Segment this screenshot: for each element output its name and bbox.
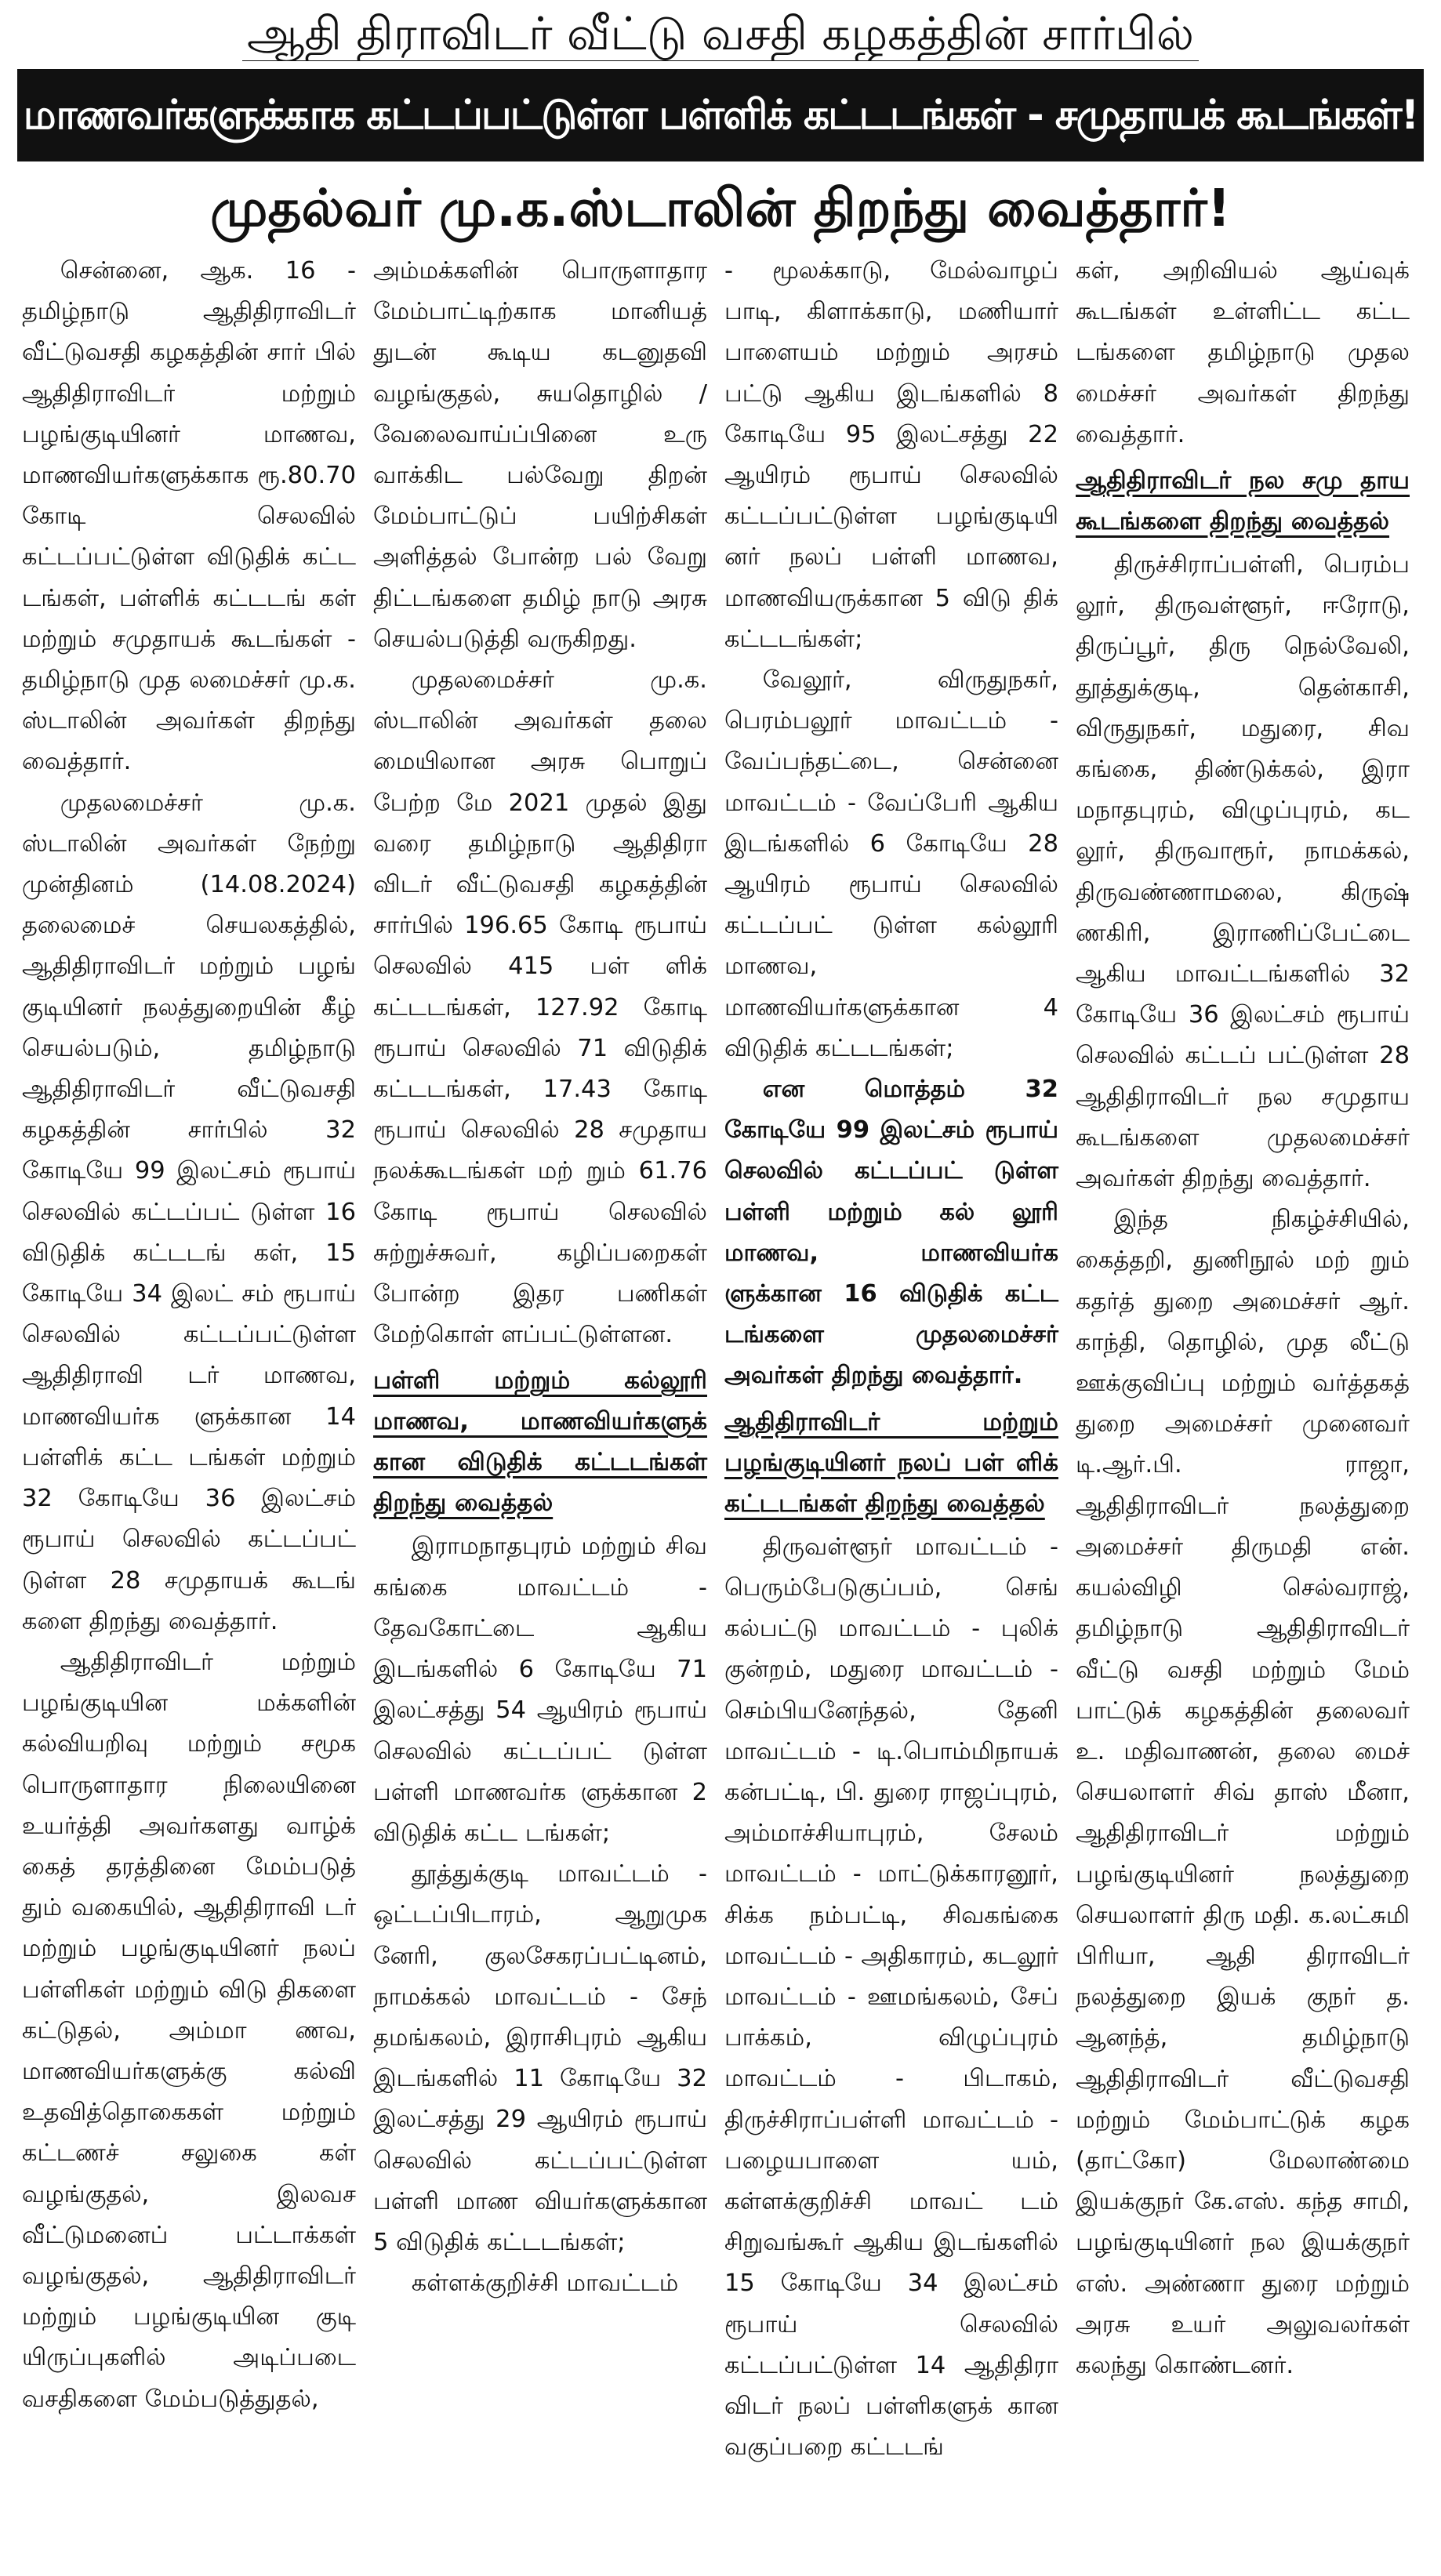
article-column-4 (1071, 251, 1422, 2563)
article-paragraph: இந்த நிகழ்ச்சியில், கைத்தறி, துணிநூல் மற் றும் கதர்த் துறை அமைச்சர் ஆர். காந்தி, தொழில், முத லீட்டு ஊக்குவிப்பு மற்றும் வர்த்தகத் துறை அமைச்சர் முனைவர் டி.ஆர்.பி. ராஜா, ஆதிதிராவிடர் நலத்துறை அமைச்சர் திருமதி என். கயல்விழி செல்வராஜ், தமிழ்நாடு ஆதிதிராவிடர் வீட்டு வசதி மற்றும் மேம் பாட்டுக் கழகத்தின் தலைவர் உ. மதிவாணன், தலை மைச் செயலாளர் சிவ் தாஸ் மீனா, ஆதிதிராவிடர் மற்றும் பழங்குடியினர் நலத்துறை செயலாளர் திரு மதி. க.லட்சுமி பிரியா, ஆதி திராவிடர் நலத்துறை இயக் குநர் த. ஆனந்த், தமிழ்நாடு ஆதிதிராவிடர் வீட்டுவசதி மற்றும் மேம்பாட்டுக் கழக (தாட்கோ) மேலாண்மை இயக்குநர் கே.எஸ். கந்த சாமி, பழங்குடியினர் நல இயக்குநர் எஸ். அண்ணா துரை மற்றும் அரசு உயர் அலுவலர்கள் கலந்து கொண்டனர். (1076, 1206, 1410, 2379)
article-paragraph: முதலமைச்சர் மு.க. ஸ்டாலின் அவர்கள் நேற்று முன்தினம் (14.08.2024) தலைமைச் செயலகத்தில், ஆதிதிராவிடர் மற்றும் பழங் குடியினர் நலத்துறையின் கீழ் செயல்படும், தமிழ்நாடு ஆதிதிராவிடர் வீட்டுவசதி கழகத்தின் சார்பில் 32 கோடியே 99 இலட்சம் ரூபாய் செலவில் கட்டப்பட் டுள்ள 16 விடுதிக் கட்டடங் கள், 15 கோடியே 34 இலட் சம் ரூபாய் செலவில் கட்டப்பட்டுள்ள ஆதிதிராவி டர் மாணவ, மாணவியர்க ளுக்கான 14 பள்ளிக் கட்ட டங்கள் மற்றும் 32 கோடியே 36 இலட்சம் ரூபாய் செலவில் கட்டப்பட் டுள்ள 28 சமுதாயக் கூடங் களை திறந்து வைத்தார். (22, 789, 356, 1635)
article-paragraph: - மூலக்காடு, மேல்வாழப் பாடி, கிளாக்காடு, மணியார் பாளையம் மற்றும் அரசம் பட்டு ஆகிய இடங்களில் 8 கோடியே 95 இலட்சத்து 22 ஆயிரம் ரூபாய் செலவில் கட்டப்பட்டுள்ள பழங்குடியி னர் நலப் பள்ளி மாணவ, மாணவியருக்கான 5 விடு திக் கட்டடங்கள்; (724, 257, 1058, 653)
article-column-3 (720, 251, 1071, 2563)
article-paragraph: கள்ளக்குறிச்சி மாவட்டம் (411, 2269, 679, 2298)
article-column-1 (17, 251, 368, 2563)
section-heading: பள்ளி மற்றும் கல்லூரி மாணவ, மாணவியர்களுக் கான விடுதிக் கட்டடங்கள் திறந்து வைத்தல் (373, 1366, 707, 1518)
article-paragraph: கள், அறிவியல் ஆய்வுக் கூடங்கள் உள்ளிட்ட கட்ட டங்களை தமிழ்நாடு முதல மைச்சர் அவர்கள் திறந்து வைத்தார். (1076, 257, 1410, 448)
article-column-2 (368, 251, 720, 2563)
kicker-text: ஆதி திராவிடர் வீட்டு வசதி கழகத்தின் சார்பில் (242, 7, 1199, 61)
headline-banner: மாணவர்களுக்காக கட்டப்பட்டுள்ள பள்ளிக் கட்டடங்கள் - சமுதாயக் கூடங்கள்! (17, 69, 1424, 161)
article-paragraph: வேலூர், விருதுநகர், பெரம்பலூர் மாவட்டம் - வேப்பந்தட்டை, சென்னை மாவட்டம் - வேப்பேரி ஆகிய இடங்களில் 6 கோடியே 28 ஆயிரம் ரூபாய் செலவில் கட்டப்பட் டுள்ள கல்லூரி மாணவ, மாணவியர்களுக்கான 4 விடுதிக் கட்டடங்கள்; (724, 666, 1058, 1062)
article-paragraph: ஆதிதிராவிடர் மற்றும் பழங்குடியின மக்களின் கல்வியறிவு மற்றும் சமூக பொருளாதார நிலையினை உயர்த்தி அவர்களது வாழ்க் கைத் தரத்தினை மேம்படுத் தும் வகையில், ஆதிதிராவி டர் மற்றும் பழங்குடியினர் நலப் பள்ளிகள் மற்றும் விடு திகளை கட்டுதல், அம்மா ணவ, மாணவியர்களுக்கு கல்வி உதவித்தொகைகள் மற்றும் கட்டணச் சலுகை கள் வழங்குதல், இலவச வீட்டுமனைப் பட்டாக்கள் வழங்குதல், ஆதிதிராவிடர் மற்றும் பழங்குடியின குடி யிருப்புகளில் அடிப்படை வசதிகளை மேம்படுத்துதல், (22, 1648, 356, 2413)
section-heading: ஆதிதிராவிடர் நல சமு தாய கூடங்களை திறந்து வைத்தல் (1076, 466, 1410, 536)
article-paragraph: திருவள்ளூர் மாவட்டம் - பெரும்பேடுகுப்பம், செங் கல்பட்டு மாவட்டம் - புலிக் குன்றம், மதுரை மாவட்டம் - செம்பியனேந்தல், தேனி மாவட்டம் - டி.பொம்மிநாயக் கன்பட்டி, பி. துரை ராஜப்புரம், அம்மாச்சியாபுரம், சேலம் மாவட்டம் - மாட்டுக்காரனூர், சிக்க நம்பட்டி, சிவகங்கை மாவட்டம் - அதிகாரம், கடலூர் மாவட்டம் - ஊமங்கலம், சேப் பாக்கம், விழுப்புரம் மாவட்டம் - பிடாகம், திருச்சிராப்பள்ளி மாவட்டம் - பழையபாளை யம், கள்ளக்குறிச்சி மாவட் டம் சிறுவங்கூர் ஆகிய இடங்களில் 15 கோடியே 34 இலட்சம் ரூபாய் செலவில் கட்டப்பட்டுள்ள 14 ஆதிதிரா விடர் நலப் பள்ளிகளுக் கான வகுப்பறை கட்டடங் (724, 1533, 1058, 2462)
article-paragraph: இராமநாதபுரம் மற்றும் சிவ கங்கை மாவட்டம் - தேவகோட்டை ஆகிய இடங்களில் 6 கோடியே 71 இலட்சத்து 54 ஆயிரம் ரூபாய் செலவில் கட்டப்பட் டுள்ள பள்ளி மாணவர்க ளுக்கான 2 விடுதிக் கட்ட டங்கள்; (373, 1533, 707, 1847)
article-paragraph: முதலமைச்சர் மு.க. ஸ்டாலின் அவர்கள் தலை மையிலான அரசு பொறுப் பேற்ற மே 2021 முதல் இது வரை தமிழ்நாடு ஆதிதிரா விடர் வீட்டுவசதி கழகத்தின் சார்பில் 196.65 கோடி ரூபாய் செலவில் 415 பள் ளிக் கட்டடங்கள், 127.92 கோடி ரூபாய் செலவில் 71 விடுதிக் கட்டடங்கள், 17.43 கோடி ரூபாய் செலவில் 28 சமுதாய நலக்கூடங்கள் மற் றும் 61.76 கோடி ரூபாய் செலவில் சுற்றுச்சுவர், கழிப்பறைகள் போன்ற இதர பணிகள் மேற்கொள் ளப்பட்டுள்ளன. (373, 666, 707, 1349)
section-heading: ஆதிதிராவிடர் மற்றும் பழங்குடியினர் நலப் பள் ளிக் கட்டடங்கள் திறந்து வைத்தல் (724, 1407, 1058, 1518)
subheadline: முதல்வர் மு.க.ஸ்டாலின் திறந்து வைத்தார்! (210, 178, 1231, 238)
article-paragraph: தூத்துக்குடி மாவட்டம் - ஒட்டப்பிடாரம், ஆறுமுக னேரி, குலசேகரப்பட்டினம், நாமக்கல் மாவட்டம் - சேந் தமங்கலம், இராசிபுரம் ஆகிய இடங்களில் 11 கோடியே 32 இலட்சத்து 29 ஆயிரம் ரூபாய் செலவில் கட்டப்பட்டுள்ள பள்ளி மாண வியர்களுக்கான 5 விடுதிக் கட்டடங்கள்; (373, 1860, 707, 2256)
article-paragraph: அம்மக்களின் பொருளாதார மேம்பாட்டிற்காக மானியத் துடன் கூடிய கடனுதவி வழங்குதல், சுயதொழில் / வேலைவாய்ப்பினை உரு வாக்கிட பல்வேறு திறன் மேம்பாட்டுப் பயிற்சிகள் அளித்தல் போன்ற பல் வேறு திட்டங்களை தமிழ் நாடு அரசு செயல்படுத்தி வருகிறது. (373, 257, 707, 653)
article-paragraph: திருச்சிராப்பள்ளி, பெரம்ப லூர், திருவள்ளூர், ஈரோடு, திருப்பூர், திரு நெல்வேலி, தூத்துக்குடி, தென்காசி, விருதுநகர், மதுரை, சிவ கங்கை, திண்டுக்கல், இரா மநாதபுரம், விழுப்புரம், கட லூர், திருவாரூர், நாமக்கல், திருவண்ணாமலை, கிருஷ் ணகிரி, இராணிப்பேட்டை ஆகிய மாவட்டங்களில் 32 கோடியே 36 இலட்சம் ரூபாய் செலவில் கட்டப் பட்டுள்ள 28 ஆதிதிராவிடர் நல சமுதாய கூடங்களை முதலமைச்சர் அவர்கள் திறந்து வைத்தார். (1076, 551, 1410, 1193)
bold-paragraph: என மொத்தம் 32 கோடியே 99 இலட்சம் ரூபாய் செலவில் கட்டப்பட் டுள்ள பள்ளி மற்றும் கல் லூரி மாணவ, மாணவியர்க ளுக்கான 16 விடுதிக் கட்ட டங்களை முதலமைச்சர் அவர்கள் திறந்து வைத்தார். (724, 1076, 1058, 1390)
article-body (17, 251, 1424, 2563)
kicker-line (17, 6, 1424, 61)
article-paragraph: சென்னை, ஆக. 16 - தமிழ்நாடு ஆதிதிராவிடர் வீட்டுவசதி கழகத்தின் சார் பில் ஆதிதிராவிடர் மற்றும் பழங்குடியினர் மாணவ, மாணவியர்களுக்காக ரூ.80.70 கோடி செலவில் கட்டப்பட்டுள்ள விடுதிக் கட்ட டங்கள், பள்ளிக் கட்டடங் கள் மற்றும் சமுதாயக் கூடங்கள் - தமிழ்நாடு முத லமைச்சர் மு.க. ஸ்டாலின் அவர்கள் திறந்து வைத்தார். (22, 257, 356, 776)
